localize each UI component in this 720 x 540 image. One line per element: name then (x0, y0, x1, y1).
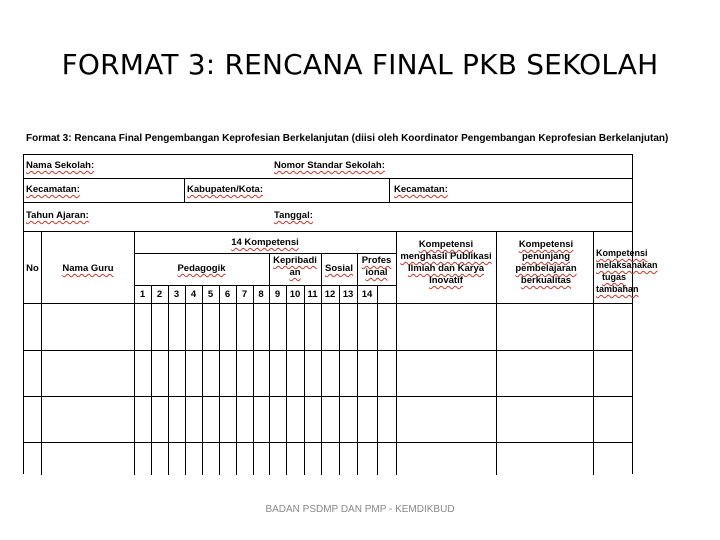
grid-line (286, 285, 287, 475)
sub-header-sosial: Sosial (325, 263, 353, 274)
nama-sekolah-label: Nama Sekolah: (26, 160, 95, 171)
col-header-tugas (596, 247, 658, 295)
grid-line (496, 232, 497, 475)
kabupaten-label: Kabupaten/Kota: (187, 184, 263, 195)
competency-number: 11 (307, 289, 318, 300)
grid-line (168, 285, 169, 475)
sub-header-kepribadian (269, 255, 321, 279)
grid-line (202, 285, 203, 475)
grid-line (24, 350, 632, 351)
grid-line (24, 303, 632, 304)
competency-number: 3 (173, 289, 180, 300)
competency-number: 4 (190, 289, 197, 300)
tahun-ajaran-label: Tahun Ajaran: (26, 210, 89, 221)
grid-line (304, 285, 305, 475)
grid-line (24, 442, 632, 443)
grid-line (151, 285, 152, 475)
sub-header-kepribadian-text: Kepribadi an (273, 255, 317, 278)
form-caption: Format 3: Rencana Final Pengembangan Keprofesian Berkelanjutan (diisi oleh Koordinator Pengembangan Keprofesian Berkelanjutan) (26, 133, 669, 144)
col-header-nama-guru: Nama Guru (62, 263, 114, 274)
grid-line (377, 285, 378, 475)
tanggal-label: Tanggal: (274, 210, 313, 221)
grid-line (236, 285, 237, 475)
sub-header-profesional (357, 255, 396, 279)
row-nama-sekolah (24, 155, 632, 179)
header-14-kompetensi-text: 14 Kompetensi (231, 237, 299, 248)
grid-line (593, 232, 594, 475)
competency-number: 7 (241, 289, 248, 300)
grid-line (134, 253, 396, 254)
row-tahun-ajaran (24, 203, 632, 232)
grid-line (339, 285, 340, 475)
col-header-publikasi-text: Kompetensi menghasil Publikasi Ilmiah dan Karya Inovatif (400, 239, 492, 286)
competency-number: 5 (207, 289, 214, 300)
col-header-publikasi (396, 239, 496, 287)
competency-number: 12 (324, 289, 336, 300)
col-header-no: No (26, 263, 39, 274)
competency-number: 1 (139, 289, 146, 300)
col-header-pembelajaran (499, 239, 593, 287)
competency-number: 14 (361, 289, 373, 300)
competency-number: 6 (224, 289, 231, 300)
competency-number: 9 (274, 289, 281, 300)
divider (184, 179, 185, 203)
slide-title: FORMAT 3: RENCANA FINAL PKB SEKOLAH (61, 48, 659, 81)
col-header-pembelajaran-text: Kompetensi penunjang pembelajaran berkualitas (515, 239, 577, 286)
form-sheet (23, 154, 658, 474)
sub-header-pedagogik: Pedagogik (177, 263, 226, 274)
grid-line (253, 285, 254, 475)
competency-number: 8 (258, 289, 264, 300)
slide-footer: BADAN PSDMP DAN PMP - KEMDIKBUD (265, 504, 455, 515)
competency-number: 2 (156, 289, 163, 300)
grid-line (134, 285, 396, 286)
sub-header-profesional-text: Profes ional (361, 255, 392, 278)
col-header-tugas-text: Kompetensi melaksanakan tugas tambahan (596, 248, 658, 294)
grid-line (24, 396, 632, 397)
kecamatan-label: Kecamatan: (26, 184, 80, 195)
header-14-kompetensi (134, 237, 396, 249)
competency-number: 10 (289, 289, 301, 300)
nomor-standar-label: Nomor Standar Sekolah: (274, 160, 385, 171)
grid-line (219, 285, 220, 475)
row-kecamatan (24, 179, 632, 203)
grid-line (41, 232, 42, 475)
kecamatan-label-2: Kecamatan: (394, 184, 448, 195)
grid-line (185, 285, 186, 475)
competency-number: 13 (342, 289, 354, 300)
divider (389, 179, 390, 203)
